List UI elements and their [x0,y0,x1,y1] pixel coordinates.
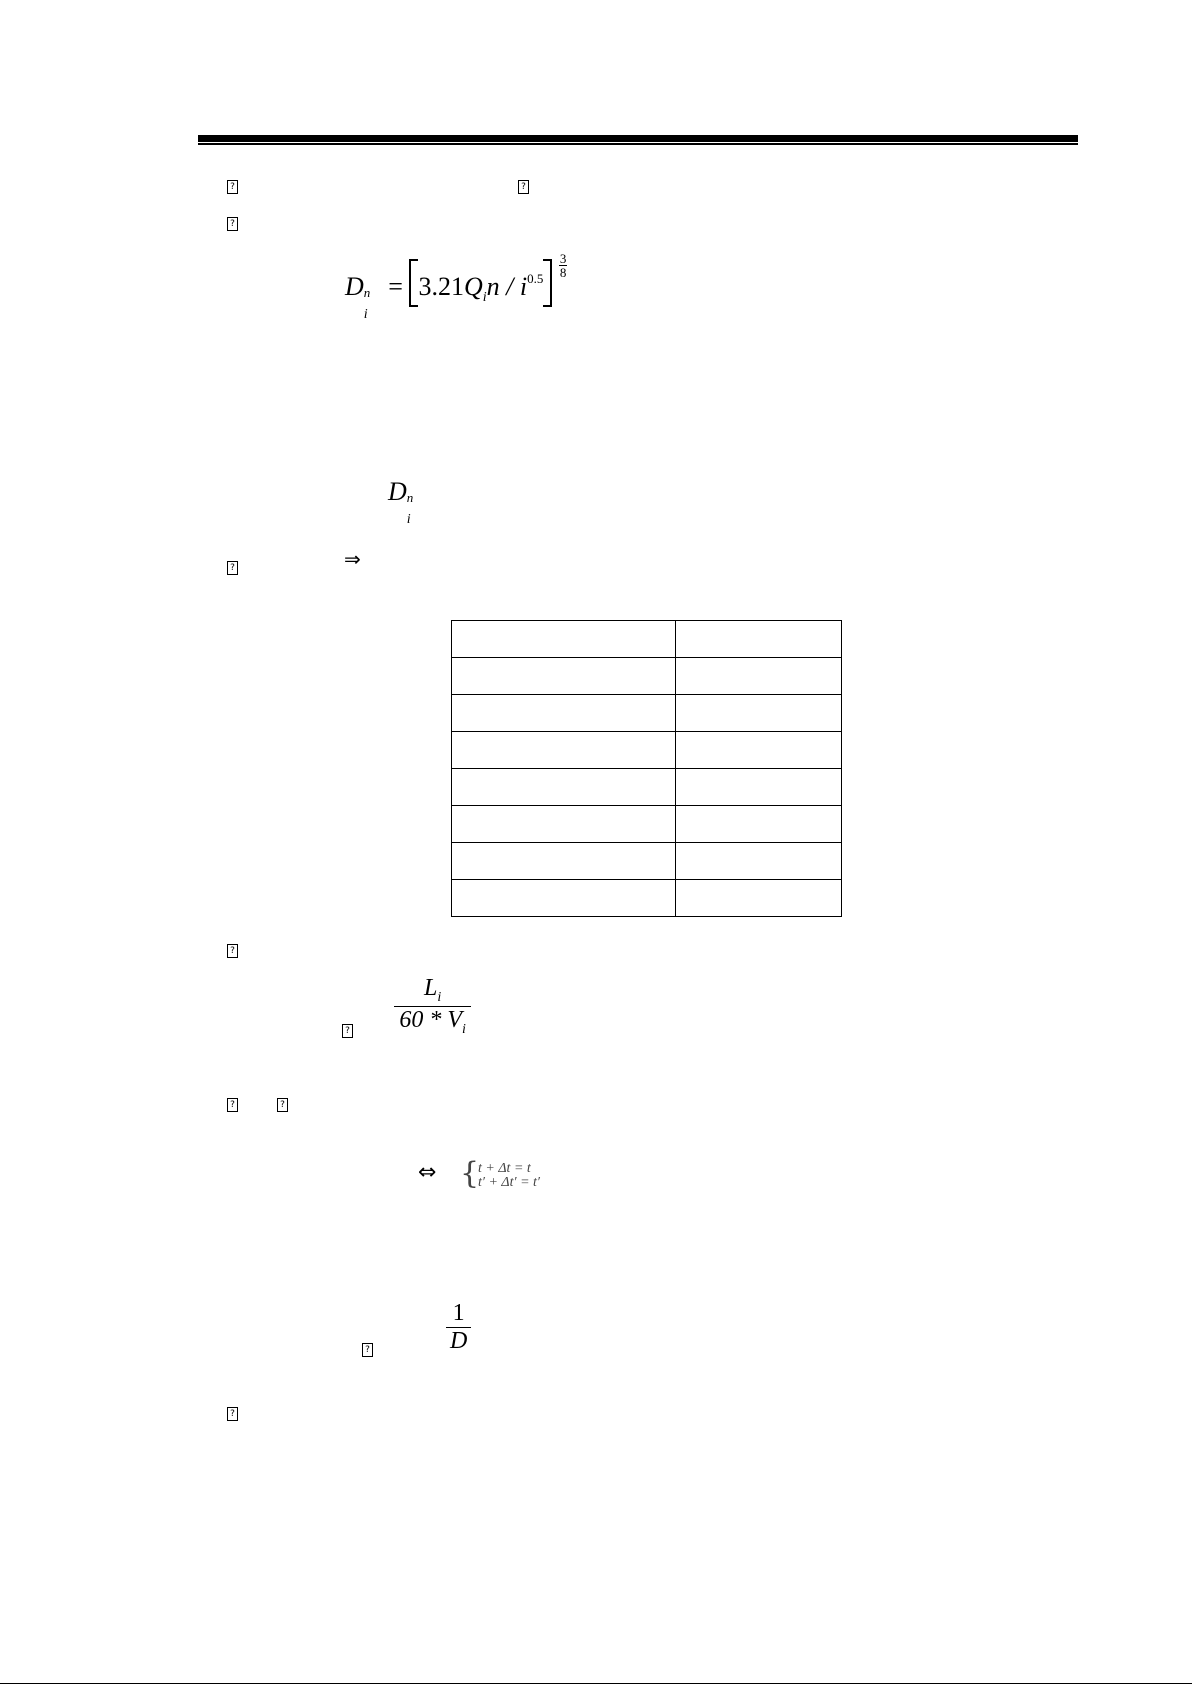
diam-ref-sub: i [406,512,411,527]
missing-glyph-marker: ? [227,1098,238,1112]
table-cell [676,732,842,769]
eq-power-fraction [559,252,568,279]
table-cell [452,695,676,732]
missing-glyph-marker: ? [362,1343,373,1357]
table-row [452,843,842,880]
table-cell [676,843,842,880]
equivalence-arrow: ⇔ [418,1160,437,1185]
inverse-numerator: 1 [446,1300,471,1328]
table-cell [676,621,842,658]
data-table [451,620,842,917]
diam-ref-symbol: D [388,477,407,506]
table-cell [676,806,842,843]
eq-flow-sub: i [482,290,487,305]
footer-rule [0,1683,1192,1684]
eq-coefficient: 3.21 [418,272,464,301]
table-cell [676,658,842,695]
system-brace: { [460,1156,480,1191]
table-row [452,695,842,732]
header-rule [198,135,1078,142]
table-row [452,732,842,769]
eq-power-den: 8 [559,265,567,280]
eq-power-num: 3 [559,251,567,266]
missing-glyph-marker: ? [227,180,238,194]
table-cell [452,732,676,769]
fraction-denominator: $60 * V_i$ [399,1007,466,1037]
table-row [452,806,842,843]
header-rule-thin [198,143,1078,145]
missing-glyph-marker: ? [227,217,238,231]
inverse-fraction [446,1300,471,1355]
table-row [452,880,842,917]
system-line-2: t′ + Δt′ = t′ [478,1175,540,1190]
table-row [452,769,842,806]
diam-ref-sup: n [406,490,414,505]
table-cell [452,880,676,917]
system-line-1: t + Δt = t [478,1161,531,1176]
fraction-numerator: $L_i$ [394,975,471,1007]
table-cell [676,769,842,806]
missing-glyph-marker: ? [227,561,238,575]
missing-glyph-marker: ? [277,1098,288,1112]
diameter-symbol [388,477,419,527]
eq-equals: = [388,272,403,301]
diameter-equation [345,251,567,322]
right-bracket [543,259,552,307]
eq-lhs-sup: n [363,285,371,300]
missing-glyph-marker: ? [518,180,529,194]
table-cell [676,695,842,732]
travel-time-fraction [394,975,471,1038]
table-row [452,658,842,695]
inverse-denominator: D [450,1328,468,1354]
eq-slope-exponent: 0.5 [527,271,544,286]
missing-glyph-marker: ? [227,1407,238,1421]
table-cell [452,658,676,695]
eq-lhs-sub: i [363,307,368,322]
eq-lhs-symbol: D [345,272,364,301]
table-row [452,621,842,658]
table-cell [452,806,676,843]
table-cell [676,880,842,917]
table-cell [452,621,676,658]
system-equations [478,1162,540,1190]
table-cell [452,843,676,880]
eq-flow-symbol: Q [463,272,483,301]
table-cell [452,769,676,806]
implies-arrow: ⇒ [344,547,361,571]
eq-rest: n / i [486,272,528,301]
missing-glyph-marker: ? [342,1024,353,1038]
missing-glyph-marker: ? [227,944,238,958]
